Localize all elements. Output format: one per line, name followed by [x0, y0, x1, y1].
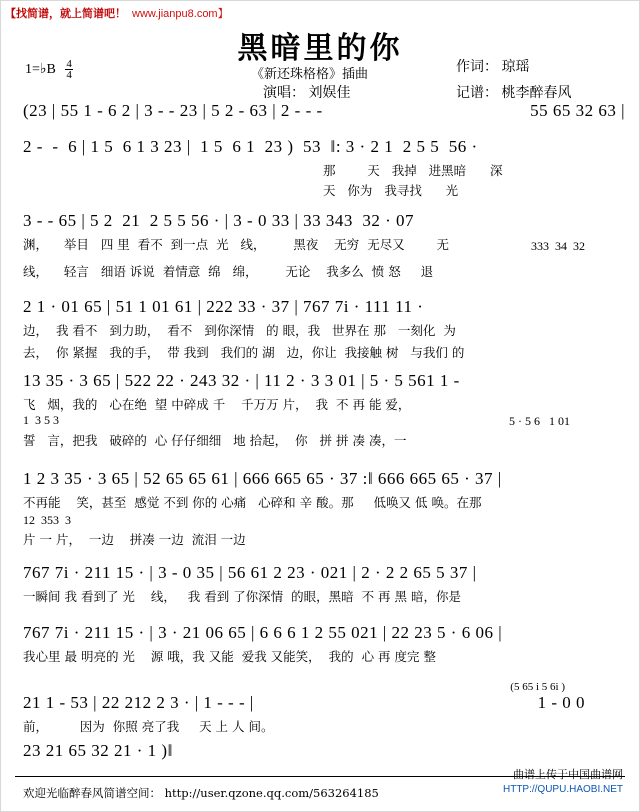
lyrics-row-verse2: 天 你为 我寻找 光 — [323, 183, 459, 198]
notes-row: 23 21 65 32 21 · 1 )‖ — [23, 741, 173, 760]
footer-right — [503, 766, 623, 795]
time-signature — [65, 59, 73, 81]
lyrics-row-verse2: 片 一 片， 一边 拼凑 一边 流泪 一边 — [23, 532, 246, 547]
notes-row: 1 2 3 35 · 3 65 | 52 65 65 61 | 666 665 65 · 37 :‖ 666 665 65 · 37 | — [23, 469, 502, 488]
site-banner — [5, 5, 229, 21]
score-line — [23, 623, 625, 665]
banner-text-url: www.jianpu8.com】 — [132, 8, 229, 20]
footer-right-url: HTTP://QUPU.HAOBI.NET — [502, 784, 623, 795]
score-line — [23, 371, 625, 449]
notes-row: 2 1 · 01 65 | 51 1 01 61 | 222 33 · 37 | 767 7i · 111 11 · — [23, 297, 424, 316]
footer-right-line1: 曲谱上传于中国曲谱网 — [513, 768, 623, 781]
footer-left-text: 欢迎光临醉春风简谱空间： http://user.qzone.qq.com/563264185 — [23, 786, 379, 800]
arranger-credit: 记谱： 桃李醉春风 — [456, 86, 572, 101]
key-prefix: 1= — [25, 62, 40, 78]
lyrics-row: 那 天 我掉 进黑暗 深 — [323, 163, 503, 178]
notes-row: 767 7i · 211 15 · | 3 - 0 35 | 56 61 2 23 · 021 | 2 · 2 2 65 5 37 | — [23, 563, 477, 582]
score-line — [23, 211, 625, 280]
lyrics-row: 渊， 举目 四 里 看不 到一点 光 线， 黑夜 无穷 无尽又 无 — [23, 237, 449, 252]
notes-row: 767 7i · 211 15 · | 3 · 21 06 65 | 6 6 6 1 2 55 021 | 22 23 5 · 6 06 | — [23, 623, 503, 642]
lyrics-row: 飞 烟，我的 心在绝 望 中碎成 千 千万万 片， 我 不 再 能 爱， — [23, 397, 411, 412]
score-line — [23, 101, 625, 121]
score-line — [23, 741, 625, 761]
lyrics-row: 一瞬间 我 看到了 光 线， 我 看到 了你深情 的眼，黑暗 不 再 黑 暗，你是 — [23, 589, 461, 604]
notes-row: 13 35 · 3 65 | 522 22 · 243 32 · | 11 2 · 3 3 01 | 5 · 5 561 1 - — [23, 371, 460, 390]
lyrics-row-verse2: 线， 轻言 细语 诉说 着情意 绵 绵， 无论 我多么 愤 怒 退 — [23, 264, 434, 279]
notes-row: (23 | 55 1 - 6 2 | 3 - - 23 | 5 2 - 63 | 2 - - - — [23, 101, 323, 120]
notes-row: 2 - - 6 | 1 5 6 1 3 23 | 1 5 6 1 23 ) 53 ‖: 3 · 2 1 2 5 5 56 · — [23, 137, 478, 156]
subtitle: 《新还珠格格》插曲 — [251, 66, 369, 81]
score-body — [1, 101, 639, 761]
meter-numerator: 4 — [66, 58, 72, 70]
meter-denominator: 4 — [66, 69, 72, 82]
lyrics-row: 我心里 最 明亮的 光 源 哦，我 又能 爱我 又能笑， 我的 心 再 度完 整 — [23, 649, 436, 664]
notes-row-small: 12 353 3 — [23, 513, 71, 527]
score-line — [23, 681, 625, 735]
notes-row-ending: 1 - 0 0 — [537, 693, 585, 712]
lyrics-row-verse2: 去， 你 紧握 我的手， 带 我到 我们的 湖 边，你让 我接触 树 与我们 的 — [23, 345, 465, 360]
lyrics-row-verse2: 誓 言，把我 破碎的 心 仔仔细细 地 拾起， 你 拼 拼 凑 凑，一 — [23, 433, 407, 448]
lyricist-credit: 作词： 琼瑶 — [456, 60, 530, 75]
notes-row-small-2: 5 · 5 6 1 01 — [509, 414, 570, 428]
notes-row: 3 - - 65 | 5 2 21 2 5 5 56 · | 3 - 0 33 | 33 343 32 · 07 — [23, 211, 415, 230]
notes-row-ending-tag: (5 65 i 5 6i ) — [510, 681, 565, 693]
notes-row: 21 1 - 53 | 22 212 2 3 · | 1 - - - | — [23, 693, 254, 712]
notes-row-tail: 55 65 32 63 | — [530, 101, 625, 120]
key-signature — [25, 59, 73, 81]
banner-text-cn: 【找简谱，就上简谱吧！ — [5, 8, 126, 20]
lyrics-row: 前， 因为 你照 亮了我 天 上 人 间。 — [23, 719, 274, 734]
page-title: 黑暗里的你 — [237, 31, 403, 66]
score-line — [23, 563, 625, 605]
notes-row-small: 333 34 32 — [531, 239, 585, 253]
score-line — [23, 297, 625, 361]
score-line — [23, 469, 625, 548]
notes-row-small: 1 3 5 3 — [23, 413, 59, 427]
score-line — [23, 137, 625, 199]
lyrics-row: 不再能 笑，甚至 感觉 不到 你的 心痛 心碎和 辛 酸。那 低唤又 低 唤。在那 — [23, 495, 482, 510]
key-name: ♭B — [39, 62, 56, 78]
singer-credit: 演唱： 刘娱佳 — [263, 86, 351, 101]
lyrics-row: 边， 我 看不 到力助， 看不 到你深情 的 眼，我 世界在 那 一刻化 为 — [23, 323, 456, 338]
